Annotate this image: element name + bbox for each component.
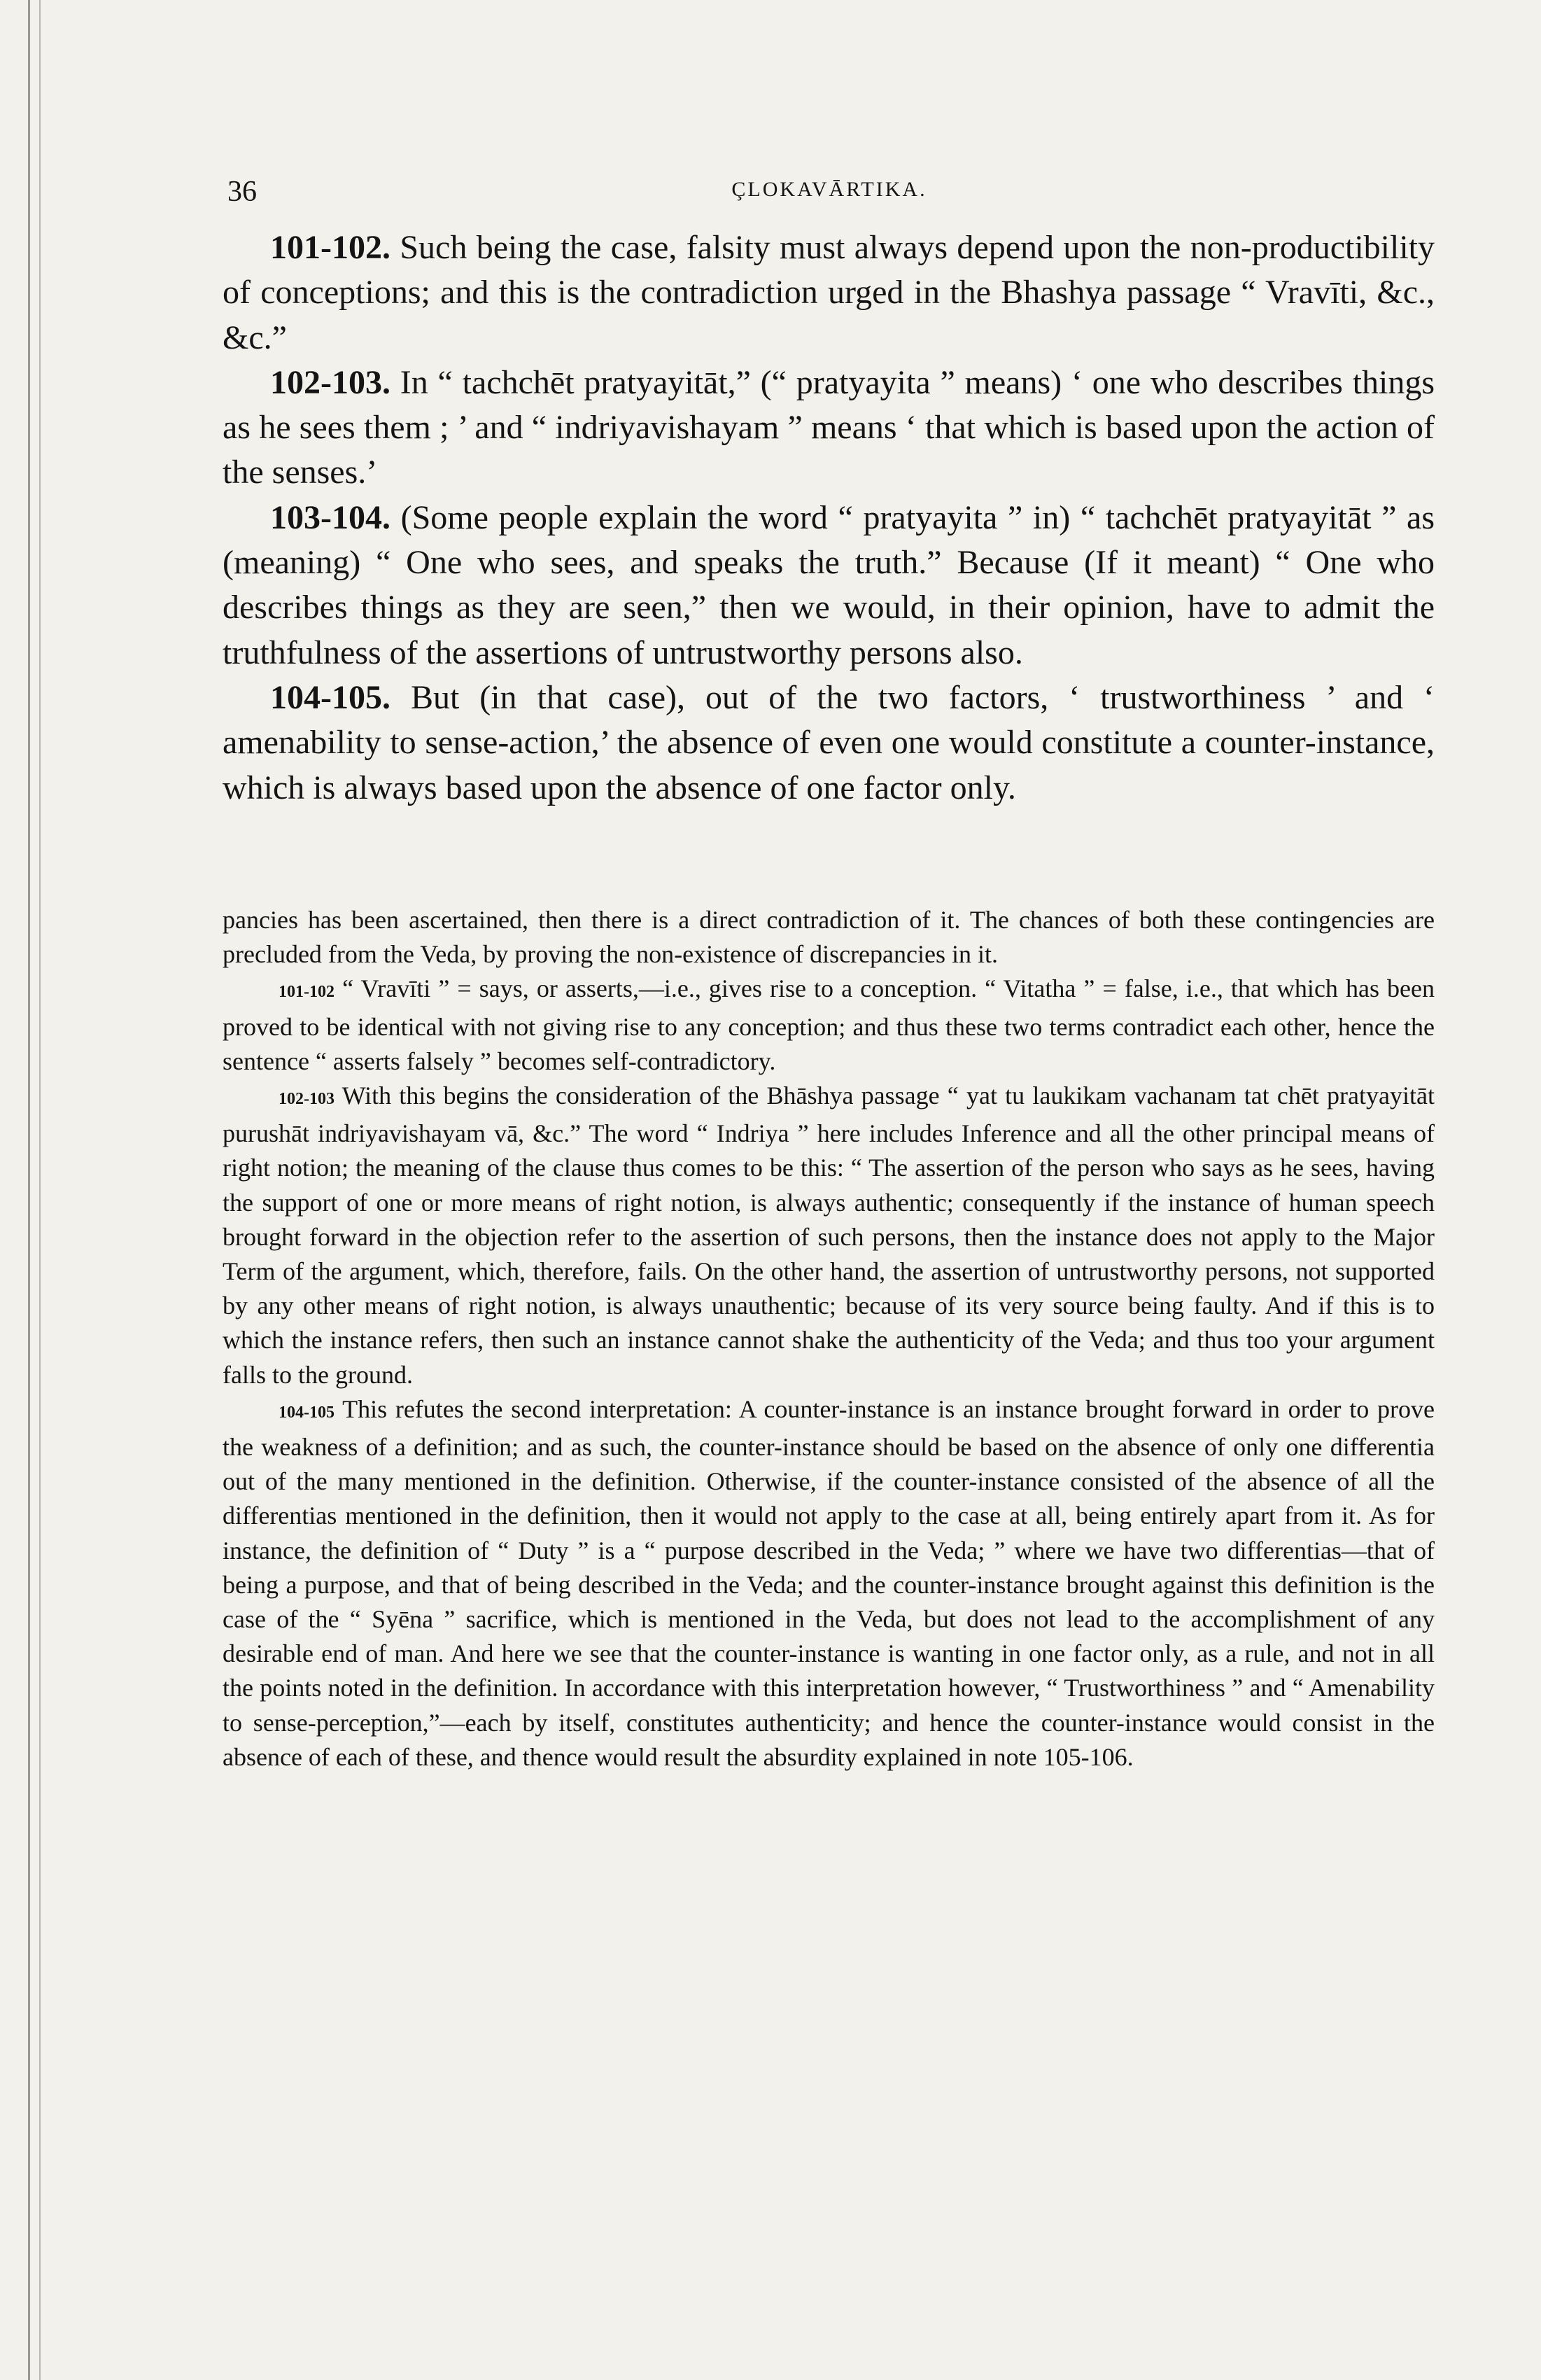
verse-number: 102-103. <box>270 363 390 401</box>
footnote-ref: 102-103 <box>279 1090 335 1109</box>
page-edge-line <box>39 0 41 2380</box>
footnote-text: This refutes the second interpretation: A counter-instance is an instance brought forward in order to prove the weakness of a definition; and as such, the counter-instance should be based on the absence of only one differentia out of the many mentioned in the definition. Otherwise, if the counter-instance consisted of the absence of all the differentias mentioned in the definition, then it would not apply to the case at all, being entirely apart from it. As for instance, the definition of “ Duty ” is a “ purpose described in the Veda; ” where we have two differentias—that of being a purpose, and that of being described in the Veda; and the counter-instance brought against this definition is the case of the “ Syēna ” sacrifice, which is mentioned in the Veda, but does not lead to the accomplishment of any desirable end of man. And here we see that the counter-instance is wanting in one factor only, as a rule, and not in all the points noted in the definition. In accordance with this interpretation however, “ Trustworthiness ” and “ Amenability to sense-perception,”—each by itself, constitutes authenticity; and hence the counter-instance would consist in the absence of each of these, and thence would result the absurdity explained in note 105-106. <box>223 1394 1435 1771</box>
verse-text: In “ tachchēt pratyayitāt,” (“ pratyayita ” means) ‘ one who describes things as he sees them ; ’ and “ indriyavishayam ” means ‘ that which is based upon the action of the senses.’ <box>223 363 1435 491</box>
running-title: ÇLOKAVĀRTIKA. <box>731 178 927 201</box>
verse-text: (Some people explain the word “ pratyayita ” in) “ tachchēt pratyayitāt ” as (meaning) “ One who sees, and speaks the truth.” Because (If it meant) “ One who describes things as they are seen,” then we would, in their opinion, have to admit the truthfulness of the assertions of untrustworthy persons also. <box>223 498 1435 671</box>
page-header <box>227 175 1431 210</box>
page-number: 36 <box>227 176 257 208</box>
footnote-ref: 104-105 <box>279 1403 335 1422</box>
footnote-text: “ Vravīti ” = says, or asserts,—i.e., gives rise to a conception. “ Vitatha ” = false, i.e., that which has been proved to be identical with not giving rise to any conception; and thus these two terms contradict each other, hence the sentence “ asserts falsely ” becomes self-contradictory. <box>223 974 1435 1075</box>
footnote <box>223 1079 1435 1392</box>
page-edge-line <box>28 0 30 2380</box>
verse-number: 101-102. <box>270 229 390 266</box>
footnote <box>223 972 1435 1079</box>
footnotes <box>223 903 1435 1774</box>
footnote <box>223 1392 1435 1774</box>
footnote-text: With this begins the consideration of the Bhāshya passage “ yat tu laukikam vachanam tat chēt pratyayitāt purushāt indriyavishayam vā, &c.” The word “ Indriya ” here includes Inference and all the other principal means of right notion; the meaning of the clause thus comes to be this: “ The assertion of the person who says as he sees, having the support of one or more means of right notion, is always authentic; consequently if the instance of human speech brought forward in the objection refer to the assertion of such persons, then the instance does not apply to the Major Term of the argument, which, therefore, fails. On the other hand, the assertion of untrustworthy persons, not supported by any other means of right notion, is always unauthentic; because of its very source being faulty. And if this is to which the instance refers, then such an instance cannot shake the authenticity of the Veda; and thus too your argument falls to the ground. <box>223 1082 1435 1389</box>
footnote-continuation: pancies has been ascertained, then there is a direct contradiction of it. The chances of both these contingencies are precluded from the Veda, by proving the non-existence of discrepancies in it. <box>223 906 1435 969</box>
verse-text: Such being the case, falsity must always depend upon the non-productibility of conceptions; and this is the contradiction urged in the Bhashya passage “ Vravīti, &c., &c.” <box>223 229 1435 356</box>
verse-paragraph <box>223 676 1435 811</box>
verse-paragraph <box>223 225 1435 360</box>
verse-paragraph <box>223 360 1435 496</box>
verse-text: But (in that case), out of the two factors, ‘ trustworthiness ’ and ‘ amenability to sense-action,’ the absence of even one would constitute a counter-instance, which is always based upon the absence of one factor only. <box>223 678 1435 806</box>
main-text <box>223 225 1435 811</box>
verse-number: 103-104. <box>270 498 390 536</box>
footnote-ref: 101-102 <box>279 983 335 1002</box>
verse-paragraph <box>223 496 1435 676</box>
verse-number: 104-105. <box>270 678 390 716</box>
